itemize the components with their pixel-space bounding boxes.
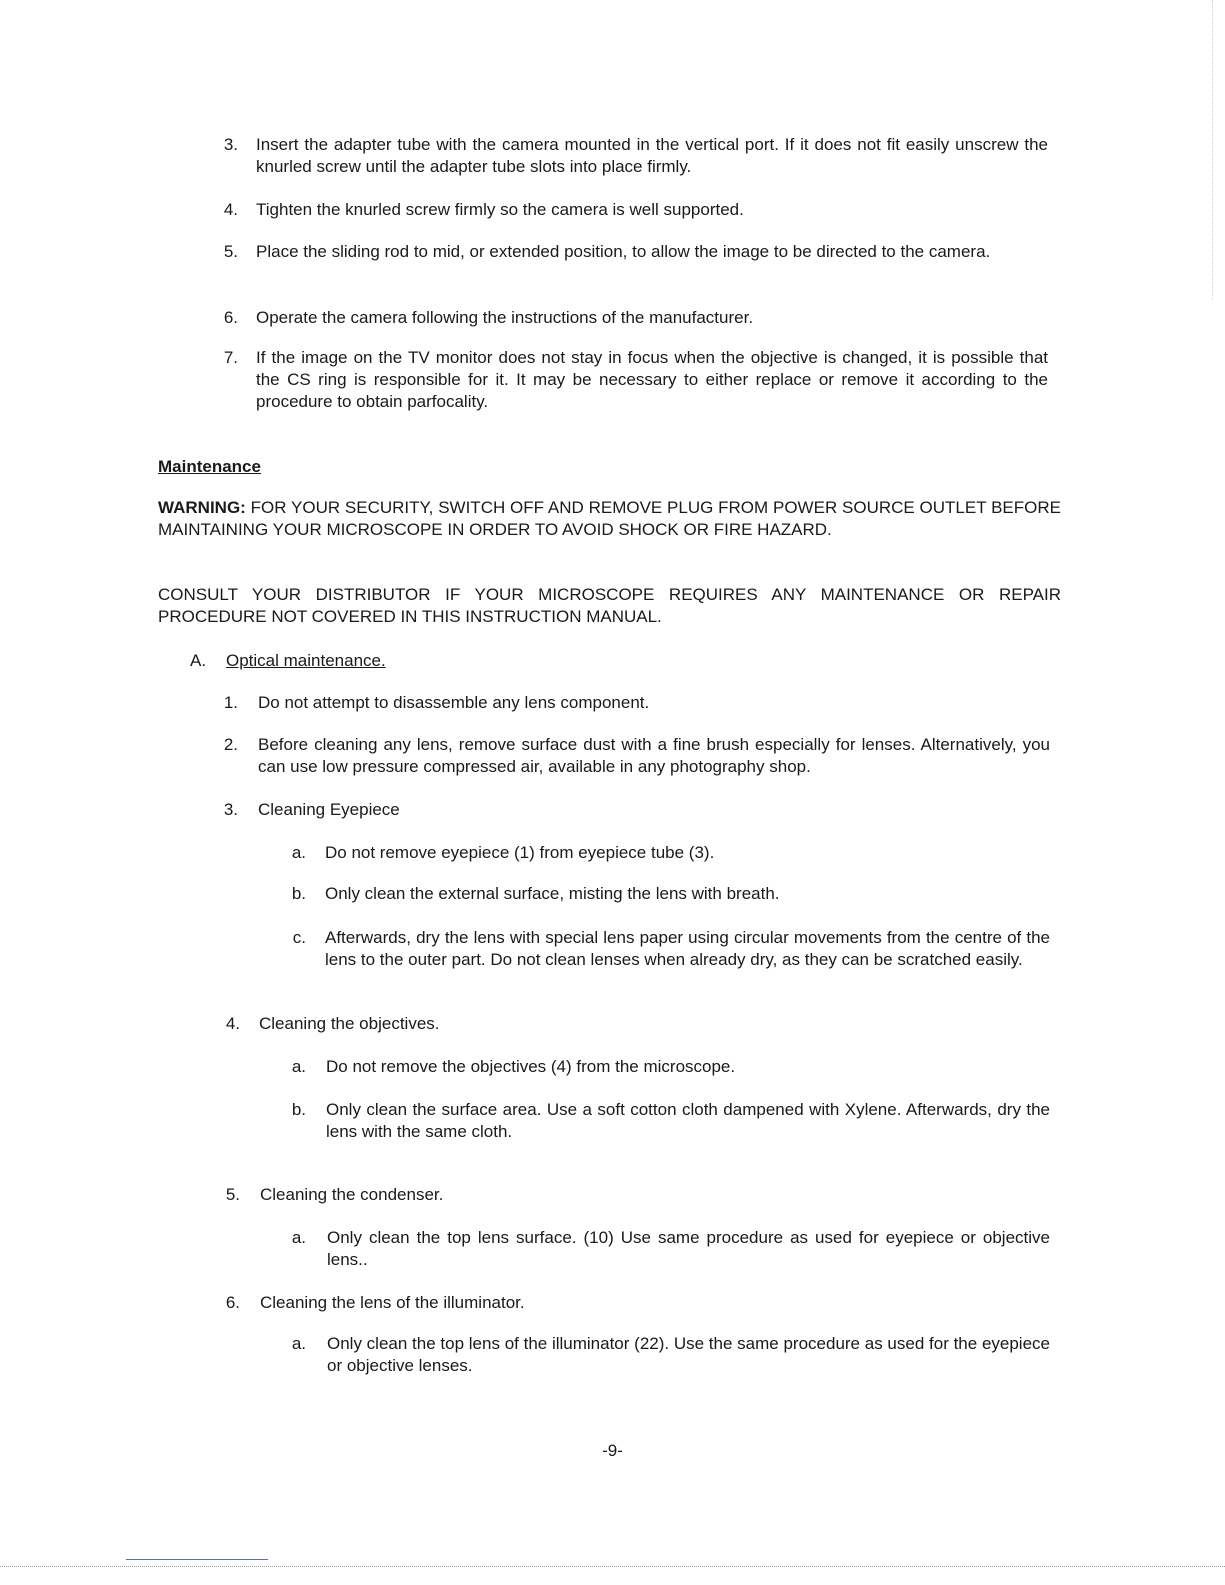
list-number: 6. (225, 1293, 240, 1312)
list-text: Cleaning the lens of the illuminator. (260, 1293, 525, 1312)
list-text: Operate the camera following the instructions of the manufacturer. (256, 308, 754, 327)
list-number: 2. (223, 735, 238, 754)
list-text: Do not attempt to disassemble any lens component. (258, 693, 650, 712)
list-text: If the image on the TV monitor does not stay in focus when the objective is changed, it is possible that the CS ring is responsible for it. It may be necessary to either replace or remove it according to the procedure to obtain parfocality. (256, 348, 1048, 411)
list-text: Cleaning the condenser. (260, 1185, 444, 1204)
list-text: Cleaning the objectives. (259, 1014, 440, 1033)
sub-list-text: Do not remove eyepiece (1) from eyepiece tube (3). (325, 843, 715, 862)
sub-list-letter: a. (291, 1228, 306, 1247)
bottom-rule (0, 1566, 1225, 1568)
edge-rule (1212, 0, 1214, 300)
list-number: 4. (225, 1014, 240, 1033)
list-text: Cleaning Eyepiece (258, 800, 400, 819)
page-number: -9- (602, 1441, 623, 1460)
consult-paragraph: CONSULT YOUR DISTRIBUTOR IF YOUR MICROSCOPE REQUIRES ANY MAINTENANCE OR REPAIR PROCEDURE NOT COVERED IN THIS INSTRUCTION MANUAL. (158, 585, 1061, 626)
sub-list-letter: a. (291, 1057, 306, 1076)
sub-list-text: Only clean the external surface, misting the lens with breath. (325, 884, 780, 903)
footer-line (126, 1559, 268, 1560)
list-number: 6. (223, 308, 238, 327)
list-text: Insert the adapter tube with the camera mounted in the vertical port. If it does not fit easily unscrew the knurled screw until the adapter tube slots into place firmly. (256, 135, 1048, 176)
sub-list-letter: b. (291, 1100, 306, 1119)
list-number: 4. (223, 200, 238, 219)
section-letter: A. (190, 651, 207, 670)
warning-label: WARNING: (158, 498, 246, 517)
sub-list-text: Afterwards, dry the lens with special lens paper using circular movements from the centre of the lens to the outer part. Do not clean lenses when already dry, as they can be scratched easily. (325, 928, 1050, 969)
warning-paragraph (158, 497, 1061, 541)
list-number: 7. (223, 348, 238, 367)
list-number: 5. (225, 1185, 240, 1204)
warning-text: FOR YOUR SECURITY, SWITCH OFF AND REMOVE PLUG FROM POWER SOURCE OUTLET BEFORE MAINTAINING YOUR MICROSCOPE IN ORDER TO AVOID SHOCK OR FIRE HAZARD. (158, 498, 1061, 539)
list-number: 3. (223, 135, 238, 154)
sub-list-letter: a. (291, 1334, 306, 1353)
list-text: Place the sliding rod to mid, or extended position, to allow the image to be directed to the camera. (256, 242, 991, 261)
list-number: 5. (223, 242, 238, 261)
list-number: 3. (223, 800, 238, 819)
sub-list-text: Only clean the top lens surface. (10) Use same procedure as used for eyepiece or objective lens.. (327, 1228, 1050, 1269)
list-text: Tighten the knurled screw firmly so the camera is well supported. (256, 200, 744, 219)
sub-list-text: Only clean the top lens of the illuminator (22). Use the same procedure as used for the eyepiece or objective lenses. (327, 1334, 1050, 1375)
sub-list-letter: a. (291, 843, 306, 862)
list-number: 1. (223, 693, 238, 712)
section-title: Optical maintenance. (226, 651, 386, 670)
list-text: Before cleaning any lens, remove surface dust with a fine brush especially for lenses. Alternatively, you can use low pressure compressed air, available in any photography shop. (258, 735, 1050, 776)
sub-list-letter: c. (292, 928, 306, 947)
sub-list-text: Do not remove the objectives (4) from the microscope. (326, 1057, 736, 1076)
section-heading: Maintenance (158, 457, 261, 476)
sub-list-letter: b. (291, 884, 306, 903)
sub-list-text: Only clean the surface area. Use a soft cotton cloth dampened with Xylene. Afterwards, dry the lens with the same cloth. (326, 1100, 1050, 1141)
